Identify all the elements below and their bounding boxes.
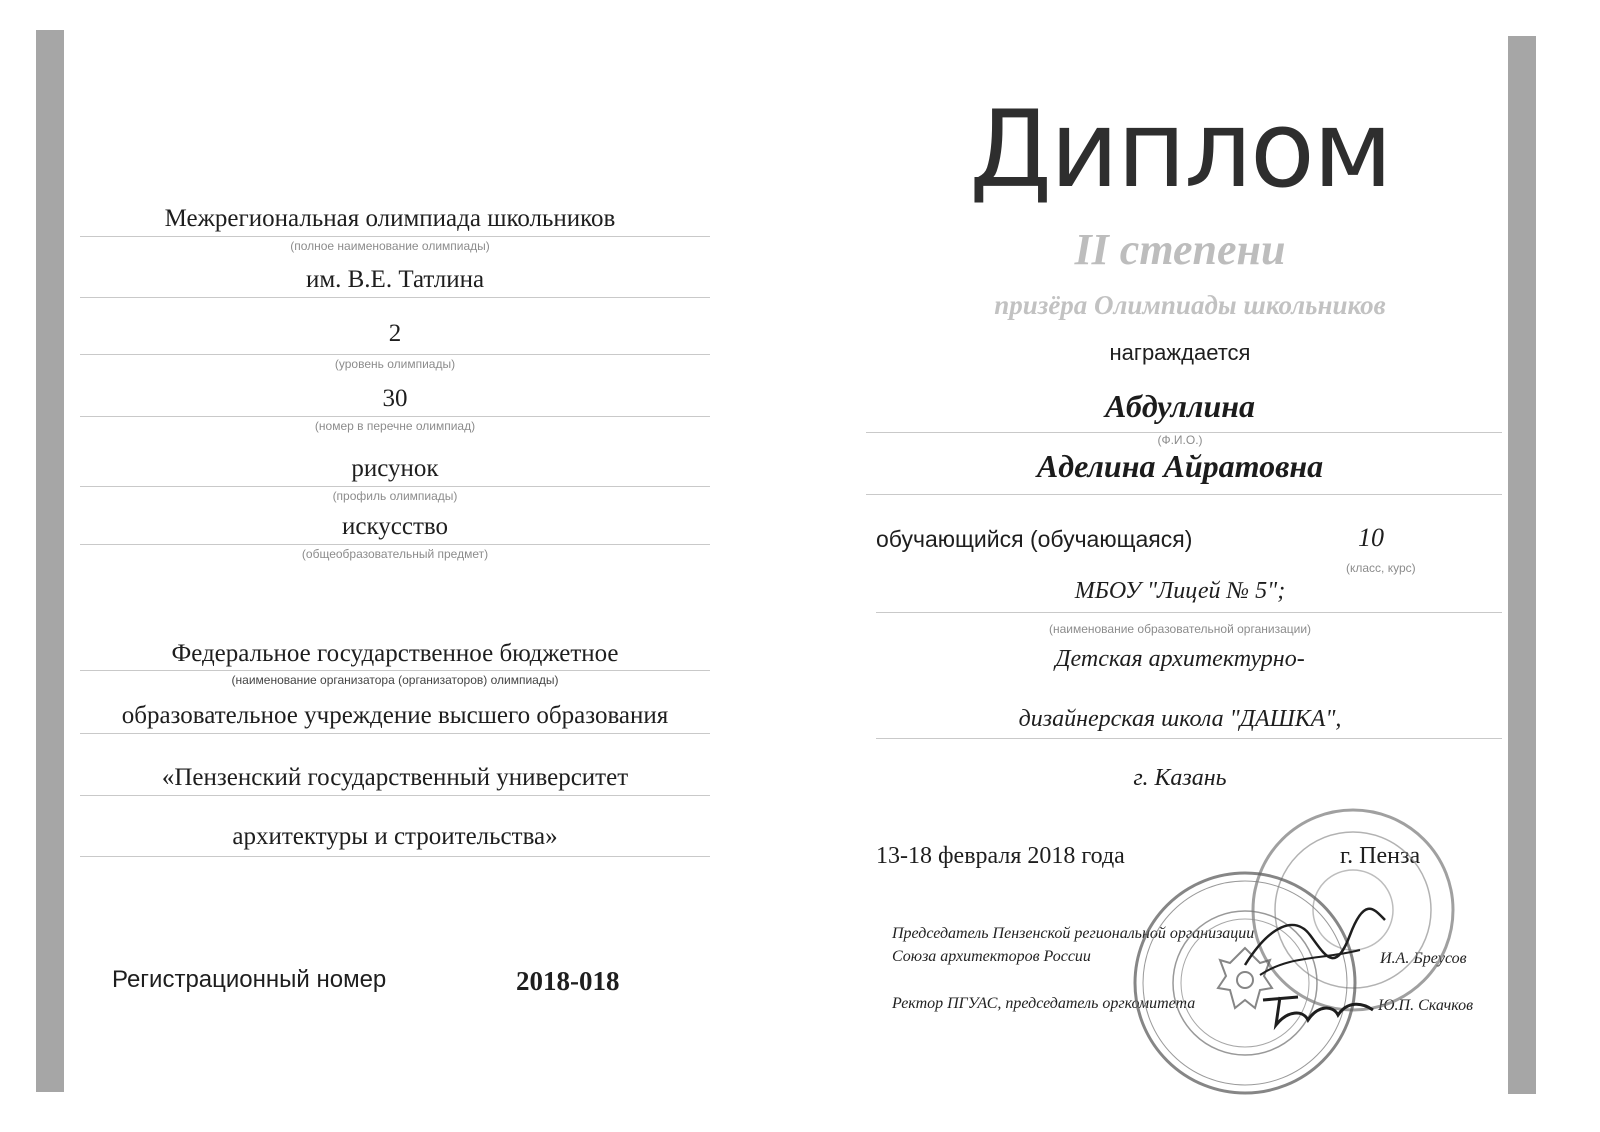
fio-caption: (Ф.И.О.) — [1157, 433, 1203, 447]
olympiad-name-cont: им. В.Е. Татлина — [305, 266, 485, 293]
signatory-1-role-line-1: Председатель Пензенской региональной организации — [892, 925, 1255, 942]
rule — [80, 670, 710, 671]
olympiad-profile: рисунок — [351, 455, 439, 482]
rule — [80, 856, 710, 857]
olympiad-list-number: 30 — [382, 385, 408, 412]
left-margin-bar — [36, 30, 64, 1092]
organizer-caption: (наименование организатора (организаторов) олимпиады) — [231, 673, 559, 687]
diploma-degree: II степени — [1074, 225, 1286, 274]
rule — [80, 354, 710, 355]
signatory-1-name: И.А. Бреусов — [1380, 950, 1467, 967]
olympiad-dates: 13-18 февраля 2018 года — [876, 843, 1125, 869]
signatory-1-role-line-2: Союза архитекторов России — [892, 948, 1091, 965]
right-margin-bar — [1508, 36, 1536, 1094]
organizer-line-1: Федеральное государственное бюджетное — [171, 640, 619, 667]
registration-label: Регистрационный номер — [112, 966, 387, 993]
diploma-prize: призёра Олимпиады школьников — [994, 290, 1386, 320]
rule — [80, 416, 710, 417]
student-label: обучающийся (обучающаяся) — [876, 526, 1193, 552]
organizer-line-2: образовательное учреждение высшего образования — [121, 702, 669, 729]
awardee-surname: Абдуллина — [1104, 388, 1256, 424]
rule — [80, 733, 710, 734]
rule — [876, 738, 1502, 739]
signatory-2-role: Ректор ПГУАС, председатель оргкомитета — [892, 995, 1196, 1012]
olympiad-subject: искусство — [341, 513, 449, 540]
school-name: МБОУ "Лицей № 5"; — [1074, 578, 1286, 604]
registration-number: 2018-018 — [516, 966, 620, 996]
olympiad-level-caption: (уровень олимпиады) — [334, 357, 456, 371]
city-line: г. Казань — [1133, 765, 1227, 791]
organizer-line-4: архитектуры и строительства» — [232, 823, 558, 850]
rule — [80, 486, 710, 487]
rule — [80, 795, 710, 796]
rule — [80, 236, 710, 237]
school-line-3: дизайнерская школа "ДАШКА", — [1018, 706, 1342, 732]
awarded-label: награждается — [1109, 340, 1251, 365]
school-line-2: Детская архитектурно- — [1055, 646, 1305, 672]
diploma-title: Диплом — [969, 88, 1391, 211]
grade-caption: (класс, курс) — [1346, 561, 1416, 575]
olympiad-level: 2 — [388, 320, 402, 347]
olympiad-place: г. Пенза — [1340, 843, 1421, 869]
olympiad-list-number-caption: (номер в перечне олимпиад) — [314, 419, 476, 433]
olympiad-name: Межрегиональная олимпиада школьников — [164, 205, 616, 232]
rule — [866, 494, 1502, 495]
signature-icon — [1240, 905, 1390, 985]
school-caption: (наименование образовательной организации) — [1048, 622, 1312, 636]
organizer-line-3: «Пензенский государственный университет — [161, 764, 629, 791]
signatory-2-name: Ю.П. Скачков — [1378, 997, 1474, 1014]
rule — [80, 297, 710, 298]
olympiad-subject-caption: (общеобразовательный предмет) — [301, 547, 489, 561]
olympiad-profile-caption: (профиль олимпиады) — [332, 489, 458, 503]
awardee-given-names: Аделина Айратовна — [1036, 448, 1324, 484]
signature-icon — [1258, 985, 1378, 1035]
olympiad-name-caption: (полное наименование олимпиады) — [290, 239, 490, 253]
grade-value: 10 — [1358, 523, 1384, 552]
rule — [876, 612, 1502, 613]
rule — [80, 544, 710, 545]
